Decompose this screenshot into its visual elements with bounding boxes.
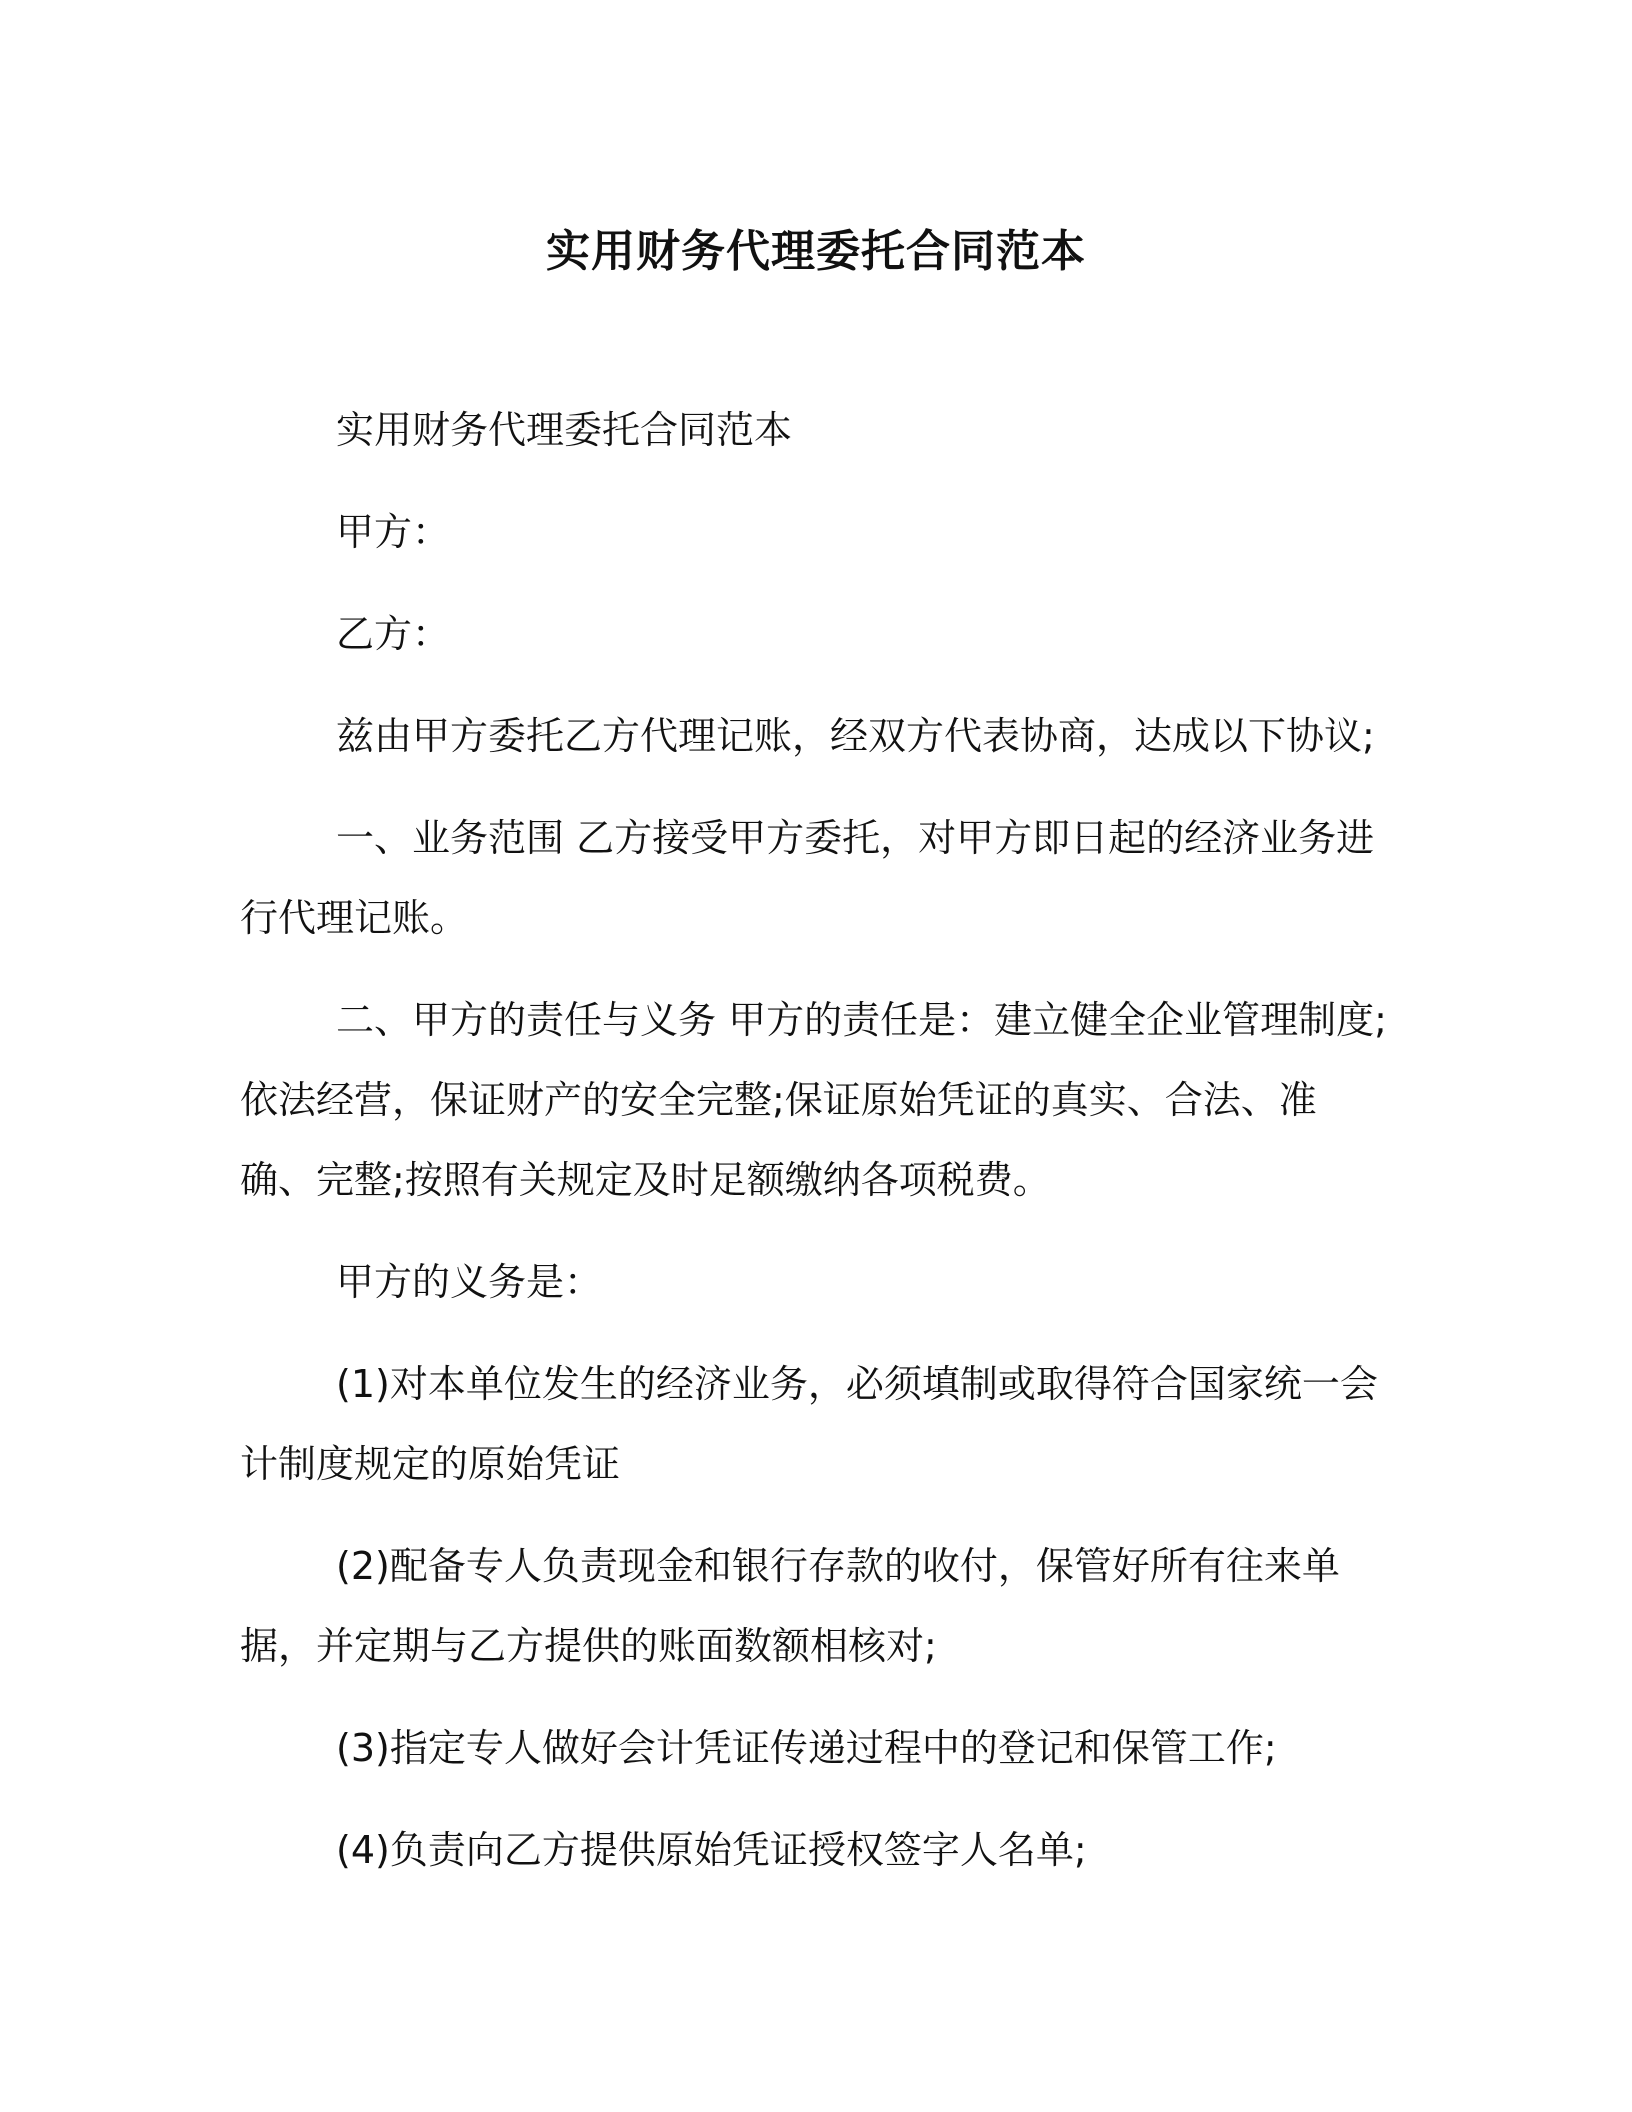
document-title: 实用财务代理委托合同范本 <box>546 226 1086 277</box>
paragraph-item-1: (1)对本单位发生的经济业务，必须填制或取得符合国家统一会计制度规定的原始凭证 <box>240 1362 1378 1486</box>
document-body <box>240 390 1390 1890</box>
paragraph-party-b: 乙方： <box>336 612 451 656</box>
paragraph-item-4: (4)负责向乙方提供原始凭证授权签字人名单; <box>336 1828 1087 1872</box>
paragraph-party-a-duties: 二、甲方的责任与义务 甲方的责任是：建立健全企业管理制度;依法经营，保证财产的安全完整;保证原始凭证的真实、合法、准确、完整;按照有关规定及时足额缴纳各项税费。 <box>240 998 1387 1202</box>
paragraph-obligations-heading: 甲方的义务是： <box>336 1260 603 1304</box>
paragraph-scope: 一、业务范围 乙方接受甲方委托，对甲方即日起的经济业务进行代理记账。 <box>240 816 1375 940</box>
paragraph-item-3: (3)指定专人做好会计凭证传递过程中的登记和保管工作; <box>336 1726 1277 1770</box>
paragraph-item-2: (2)配备专人负责现金和银行存款的收付，保管好所有往来单据，并定期与乙方提供的账面数额相核对; <box>240 1544 1340 1668</box>
paragraph-intro: 兹由甲方委托乙方代理记账，经双方代表协商，达成以下协议; <box>336 714 1375 758</box>
paragraph-party-a: 甲方： <box>336 510 451 554</box>
paragraph-subtitle: 实用财务代理委托合同范本 <box>336 408 793 452</box>
